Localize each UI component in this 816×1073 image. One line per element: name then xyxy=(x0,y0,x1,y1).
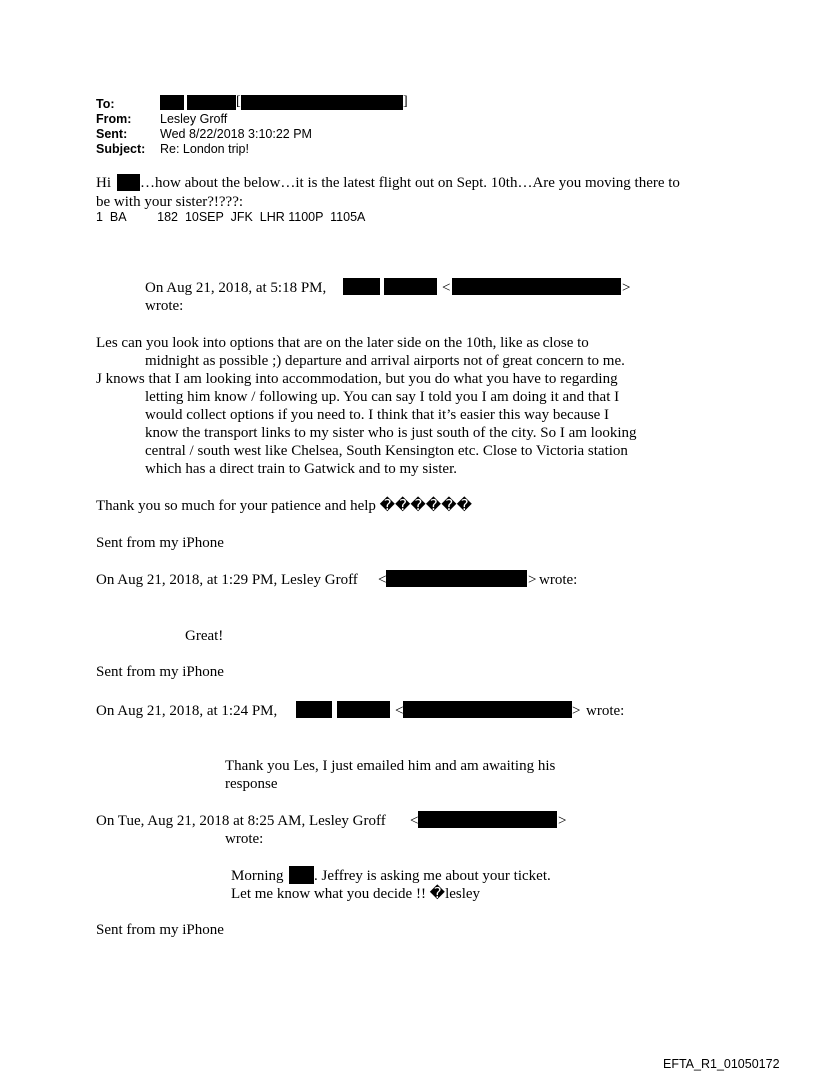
quote1-wrote: wrote: xyxy=(145,298,184,314)
email-bracket-close: > xyxy=(558,813,567,829)
email-bracket-open: < xyxy=(378,572,387,588)
subject-label: Subject: xyxy=(96,142,146,156)
to-label: To: xyxy=(96,97,115,111)
email-bracket-close: > xyxy=(622,280,631,296)
sent-label: Sent: xyxy=(96,127,128,141)
para-line: know the transport links to my sister who is just south of the city. So I am looking xyxy=(145,425,637,441)
quote4-wrote: wrote: xyxy=(225,831,264,847)
quote1-header: On Aug 21, 2018, at 5:18 PM, xyxy=(145,280,327,296)
document-id: EFTA_R1_01050172 xyxy=(663,1057,780,1071)
para-line: central / south west like Chelsea, South Kensington etc. Close to Victoria station xyxy=(145,443,628,459)
para-line: would collect options if you need to. I think that it’s easier this way because I xyxy=(145,407,610,423)
from-value: Lesley Groff xyxy=(160,112,228,126)
from-label: From: xyxy=(96,112,132,126)
para-line: J knows that I am looking into accommodation, but you do what you have to regarding xyxy=(96,371,618,387)
thanks-line: Thank you so much for your patience and help ������ xyxy=(96,498,472,514)
reply-line: Thank you Les, I just emailed him and am awaiting his xyxy=(225,758,556,774)
bracket-close: ] xyxy=(403,94,408,109)
para-line: which has a direct train to Gatwick and to my sister. xyxy=(145,461,458,477)
hi-prefix: Hi xyxy=(96,175,111,191)
redaction-block xyxy=(418,811,557,828)
let-me-know-line: Let me know what you decide !! �lesley xyxy=(231,886,481,902)
redaction-block xyxy=(386,570,527,587)
sent-from-iphone: Sent from my iPhone xyxy=(96,535,224,551)
sent-from-iphone: Sent from my iPhone xyxy=(96,664,224,680)
quote2-wrote: wrote: xyxy=(539,572,578,588)
flight-itinerary: 1 BA 182 10SEP JFK LHR 1100P 1105A xyxy=(96,210,366,224)
redaction-block xyxy=(403,701,572,718)
redaction-block xyxy=(296,701,332,718)
bracket-open: [ xyxy=(236,94,241,109)
redaction-block xyxy=(452,278,621,295)
great-text: Great! xyxy=(185,628,224,644)
quote3-header: On Aug 21, 2018, at 1:24 PM, xyxy=(96,703,278,719)
subject-value: Re: London trip! xyxy=(160,142,249,156)
morning-suffix: . Jeffrey is asking me about your ticket. xyxy=(314,868,551,884)
sent-from-iphone: Sent from my iPhone xyxy=(96,922,224,938)
email-bracket-open: < xyxy=(442,280,451,296)
quote4-header: On Tue, Aug 21, 2018 at 8:25 AM, Lesley Groff xyxy=(96,813,386,829)
para-line: midnight as possible ;) departure and arrival airports not of great concern to me. xyxy=(145,353,625,369)
email-bracket-open: < xyxy=(395,703,404,719)
email-bracket-close: > xyxy=(572,703,581,719)
redaction-block xyxy=(289,866,314,884)
quote3-wrote: wrote: xyxy=(586,703,625,719)
redaction-block xyxy=(384,278,437,295)
redaction-block xyxy=(337,701,390,718)
reply-line: response xyxy=(225,776,278,792)
sent-value: Wed 8/22/2018 3:10:22 PM xyxy=(160,127,312,141)
hi-line1: …how about the below…it is the latest flight out on Sept. 10th…Are you moving there to xyxy=(140,175,680,191)
email-bracket-close: > xyxy=(528,572,537,588)
redaction-block xyxy=(241,95,403,110)
redaction-block xyxy=(160,95,184,110)
redaction-block xyxy=(343,278,380,295)
quote2-header: On Aug 21, 2018, at 1:29 PM, Lesley Groff xyxy=(96,572,358,588)
morning-prefix: Morning xyxy=(231,868,284,884)
hi-line2: be with your sister?!???: xyxy=(96,194,244,210)
para-line: letting him know / following up. You can say I told you I am doing it and that I xyxy=(145,389,620,405)
email-bracket-open: < xyxy=(410,813,419,829)
para-line: Les can you look into options that are on the later side on the 10th, like as close to xyxy=(96,335,589,351)
redaction-block xyxy=(117,174,140,191)
redaction-block xyxy=(187,95,236,110)
